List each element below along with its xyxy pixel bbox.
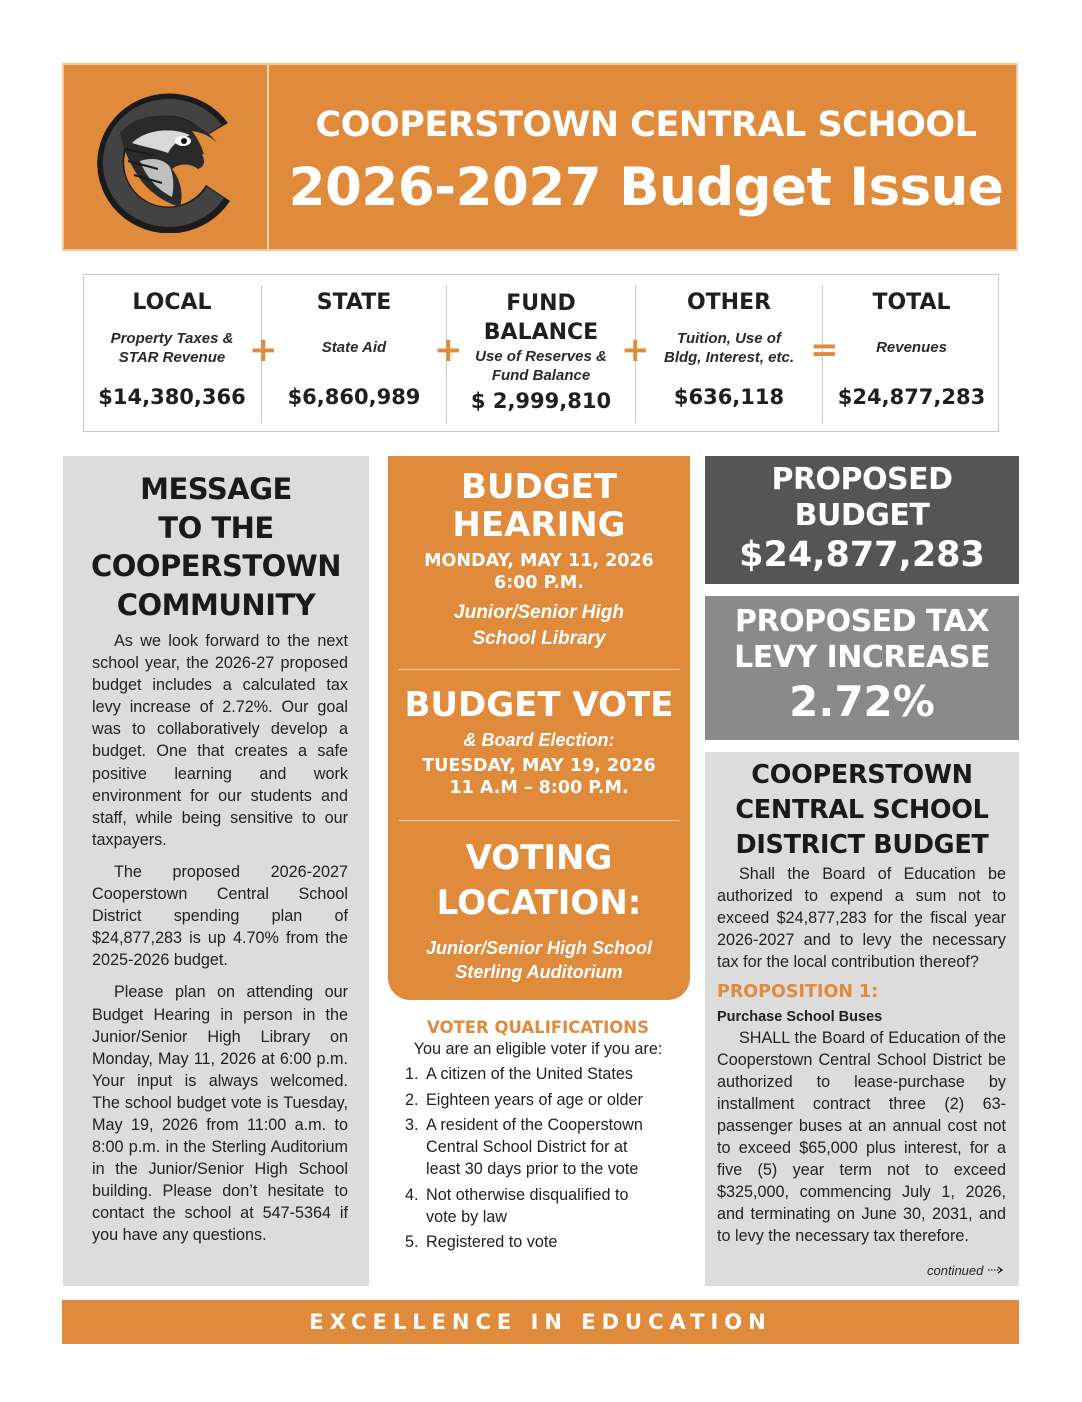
proposed-budget-title: PROPOSED [771, 462, 953, 497]
message-paragraph: Please plan on attending our Budget Hearing in person in the Junior/Senior High Library on Monday, May 11, 2026 at 6:00 p.m. Your input is always welcomed. The school budget vote is Tuesday, May 19, 2026 from 11:00 a.m. to 8:00 p.m. in the Sterling Auditorium in the Junior/Senior High School building. Please don’t hesitate to contact the school at 547-5364 if you have any questions. [92, 983, 348, 1245]
list-text: Central School District for at [426, 1138, 628, 1156]
proposed-tax-value: 2.72% [789, 677, 935, 726]
list-text: vote by law [426, 1207, 507, 1226]
revenue-total [823, 275, 1000, 431]
message-paragraph: As we look forward to the next school year, the 2026-27 proposed budget includes a calculated tax levy increase of 2.72%. Our goal was to collaboratively develop a budget. One that creates a safe positive learning and work environment for our students and staff, while being sensitive to our taxpayers. [92, 632, 348, 849]
revenue-fund-balance [447, 275, 635, 431]
list-number: 1. [405, 1065, 419, 1083]
revenue-other-sub2: Bldg, Interest, etc. [663, 349, 795, 366]
list-item [388, 1089, 688, 1111]
vote-time: 11 A.M – 8:00 P.M. [449, 778, 629, 798]
list-text: Not otherwise disqualified to [426, 1185, 629, 1204]
district-budget-title [705, 758, 1019, 863]
proposed-tax-title: PROPOSED TAX [734, 604, 989, 639]
revenue-summary [83, 274, 999, 432]
list-number: 2. [405, 1090, 419, 1109]
continued-label: continued [926, 1263, 984, 1278]
hearing-vote-panel [388, 456, 690, 1000]
proposed-tax-panel [705, 596, 1019, 740]
vote-title: BUDGET VOTE [404, 685, 674, 725]
revenue-other-head: OTHER [686, 290, 772, 315]
message-title-line: MESSAGE [140, 472, 292, 506]
revenue-fund-sub1: Use of Reserves & [475, 348, 607, 365]
revenue-fund-head1: FUND [506, 291, 576, 316]
location-title-line: LOCATION: [436, 883, 642, 923]
message-paragraph: The proposed 2026-2027 Cooperstown Central School District spending plan of $24,877,283 is up 4.70% from the 2025-2026 budget. [92, 862, 348, 970]
message-title-line: COOPERSTOWN [90, 549, 342, 583]
continued-note [927, 1263, 1005, 1278]
section-divider [399, 820, 679, 821]
vote-subtitle: & Board Election: [463, 730, 615, 750]
revenue-local-sub1: Property Taxes & [110, 330, 234, 347]
plus-icon: + [434, 330, 463, 370]
hearing-title-line: BUDGET [460, 467, 618, 507]
message-title [63, 470, 369, 624]
revenue-other-amount: $636,118 [673, 385, 785, 409]
equals-icon: = [810, 330, 839, 370]
district-budget-body [705, 863, 1019, 1248]
voter-qualifications [388, 1018, 688, 1257]
message-title-line: TO THE [158, 510, 274, 545]
header-banner [62, 63, 1018, 251]
list-item [388, 1114, 688, 1180]
school-name: COOPERSTOWN CENTRAL SCHOOL [315, 105, 977, 145]
proposed-budget-title: BUDGET [794, 498, 930, 533]
proposed-budget-panel [705, 456, 1019, 584]
revenue-state-sub1: State Aid [321, 339, 387, 356]
proposition-text: SHALL the Board of Education of the Cooperstown Central School District be authorized to lease-purchase by installment contract three (2) 63-passenger buses at an annual cost not to exceed $65,000 plus interest, for a five (5) year term not to exceed $325,000, commencing July 1, 2026, and terminating on June 30, 2031, and to levy the necessary tax therefore. [717, 1028, 1006, 1246]
revenue-fund-head2: BALANCE [483, 320, 599, 345]
list-item [388, 1063, 688, 1085]
hearing-time: 6:00 P.M. [494, 573, 584, 593]
hearing-place: Junior/Senior High [454, 602, 624, 623]
revenue-state [262, 275, 446, 431]
location-place: Junior/Senior High School [425, 938, 652, 958]
revenue-total-amount: $24,877,283 [837, 385, 986, 409]
district-budget-text: Shall the Board of Education be authorized to expend a sum not to exceed $24,877,283 for the fiscal year 2026-2027 and to levy the necessary tax for the local contribution thereof? [717, 865, 1006, 972]
hearing-title-line: HEARING [452, 505, 626, 545]
voting-location-section [388, 836, 690, 984]
list-text: Registered to vote [426, 1233, 558, 1251]
revenue-total-head: TOTAL [872, 290, 951, 315]
district-title-line: DISTRICT BUDGET [735, 830, 989, 860]
dotted-arrow-icon [987, 1263, 1005, 1278]
list-text: Eighteen years of age or older [426, 1090, 643, 1109]
district-title-line: COOPERSTOWN [751, 760, 973, 790]
list-number: 3. [405, 1116, 419, 1134]
message-panel [63, 456, 369, 1286]
hearing-place: School Library [472, 628, 606, 649]
list-text: least 30 days prior to the vote [426, 1160, 639, 1178]
vote-date: TUESDAY, MAY 19, 2026 [422, 756, 656, 776]
location-title-line: VOTING [465, 838, 613, 878]
plus-icon: + [621, 330, 650, 370]
revenue-other [636, 275, 822, 431]
list-number: 5. [405, 1233, 419, 1251]
list-item [388, 1231, 688, 1253]
district-budget-panel [705, 752, 1019, 1286]
revenue-local-sub2: STAR Revenue [118, 349, 226, 366]
proposition-subheading: Purchase School Buses [717, 1008, 883, 1025]
budget-vote-section [388, 686, 690, 799]
voter-heading: VOTER QUALIFICATIONS [427, 1018, 649, 1037]
district-title-line: CENTRAL SCHOOL [735, 795, 989, 825]
revenue-other-sub1: Tuition, Use of [677, 330, 781, 347]
proposed-tax-title: LEVY INCREASE [734, 640, 990, 675]
header-divider [267, 65, 269, 249]
list-item [388, 1184, 688, 1228]
revenue-local-amount: $14,380,366 [98, 385, 246, 409]
budget-issue-title: 2026-2027 Budget Issue [288, 157, 1004, 218]
voter-list [388, 1063, 688, 1253]
location-place: Sterling Auditorium [455, 962, 623, 982]
list-text: A citizen of the United States [426, 1065, 633, 1083]
hearing-date: MONDAY, MAY 11, 2026 [424, 551, 654, 571]
revenue-fund-amount: $ 2,999,810 [470, 389, 612, 413]
message-body [63, 630, 369, 1247]
voter-intro: You are an eligible voter if you are: [413, 1040, 663, 1058]
revenue-state-amount: $6,860,989 [287, 385, 421, 409]
section-divider [399, 669, 679, 670]
footer-banner: EXCELLENCE IN EDUCATION [62, 1300, 1019, 1344]
revenue-state-head: STATE [316, 290, 392, 315]
list-text: A resident of the Cooperstown [426, 1116, 643, 1134]
message-title-line: COMMUNITY [116, 587, 316, 622]
revenue-fund-sub2: Fund Balance [491, 367, 591, 384]
plus-icon: + [249, 330, 278, 370]
proposition-heading: PROPOSITION 1: [717, 982, 879, 1003]
revenue-total-sub1: Revenues [876, 339, 947, 356]
budget-hearing-section [388, 468, 690, 652]
hawk-c-logo-icon [80, 83, 255, 233]
list-number: 4. [405, 1185, 419, 1204]
proposed-budget-amount: $24,877,283 [739, 535, 985, 575]
revenue-local [84, 275, 260, 431]
revenue-local-head: LOCAL [132, 290, 212, 315]
